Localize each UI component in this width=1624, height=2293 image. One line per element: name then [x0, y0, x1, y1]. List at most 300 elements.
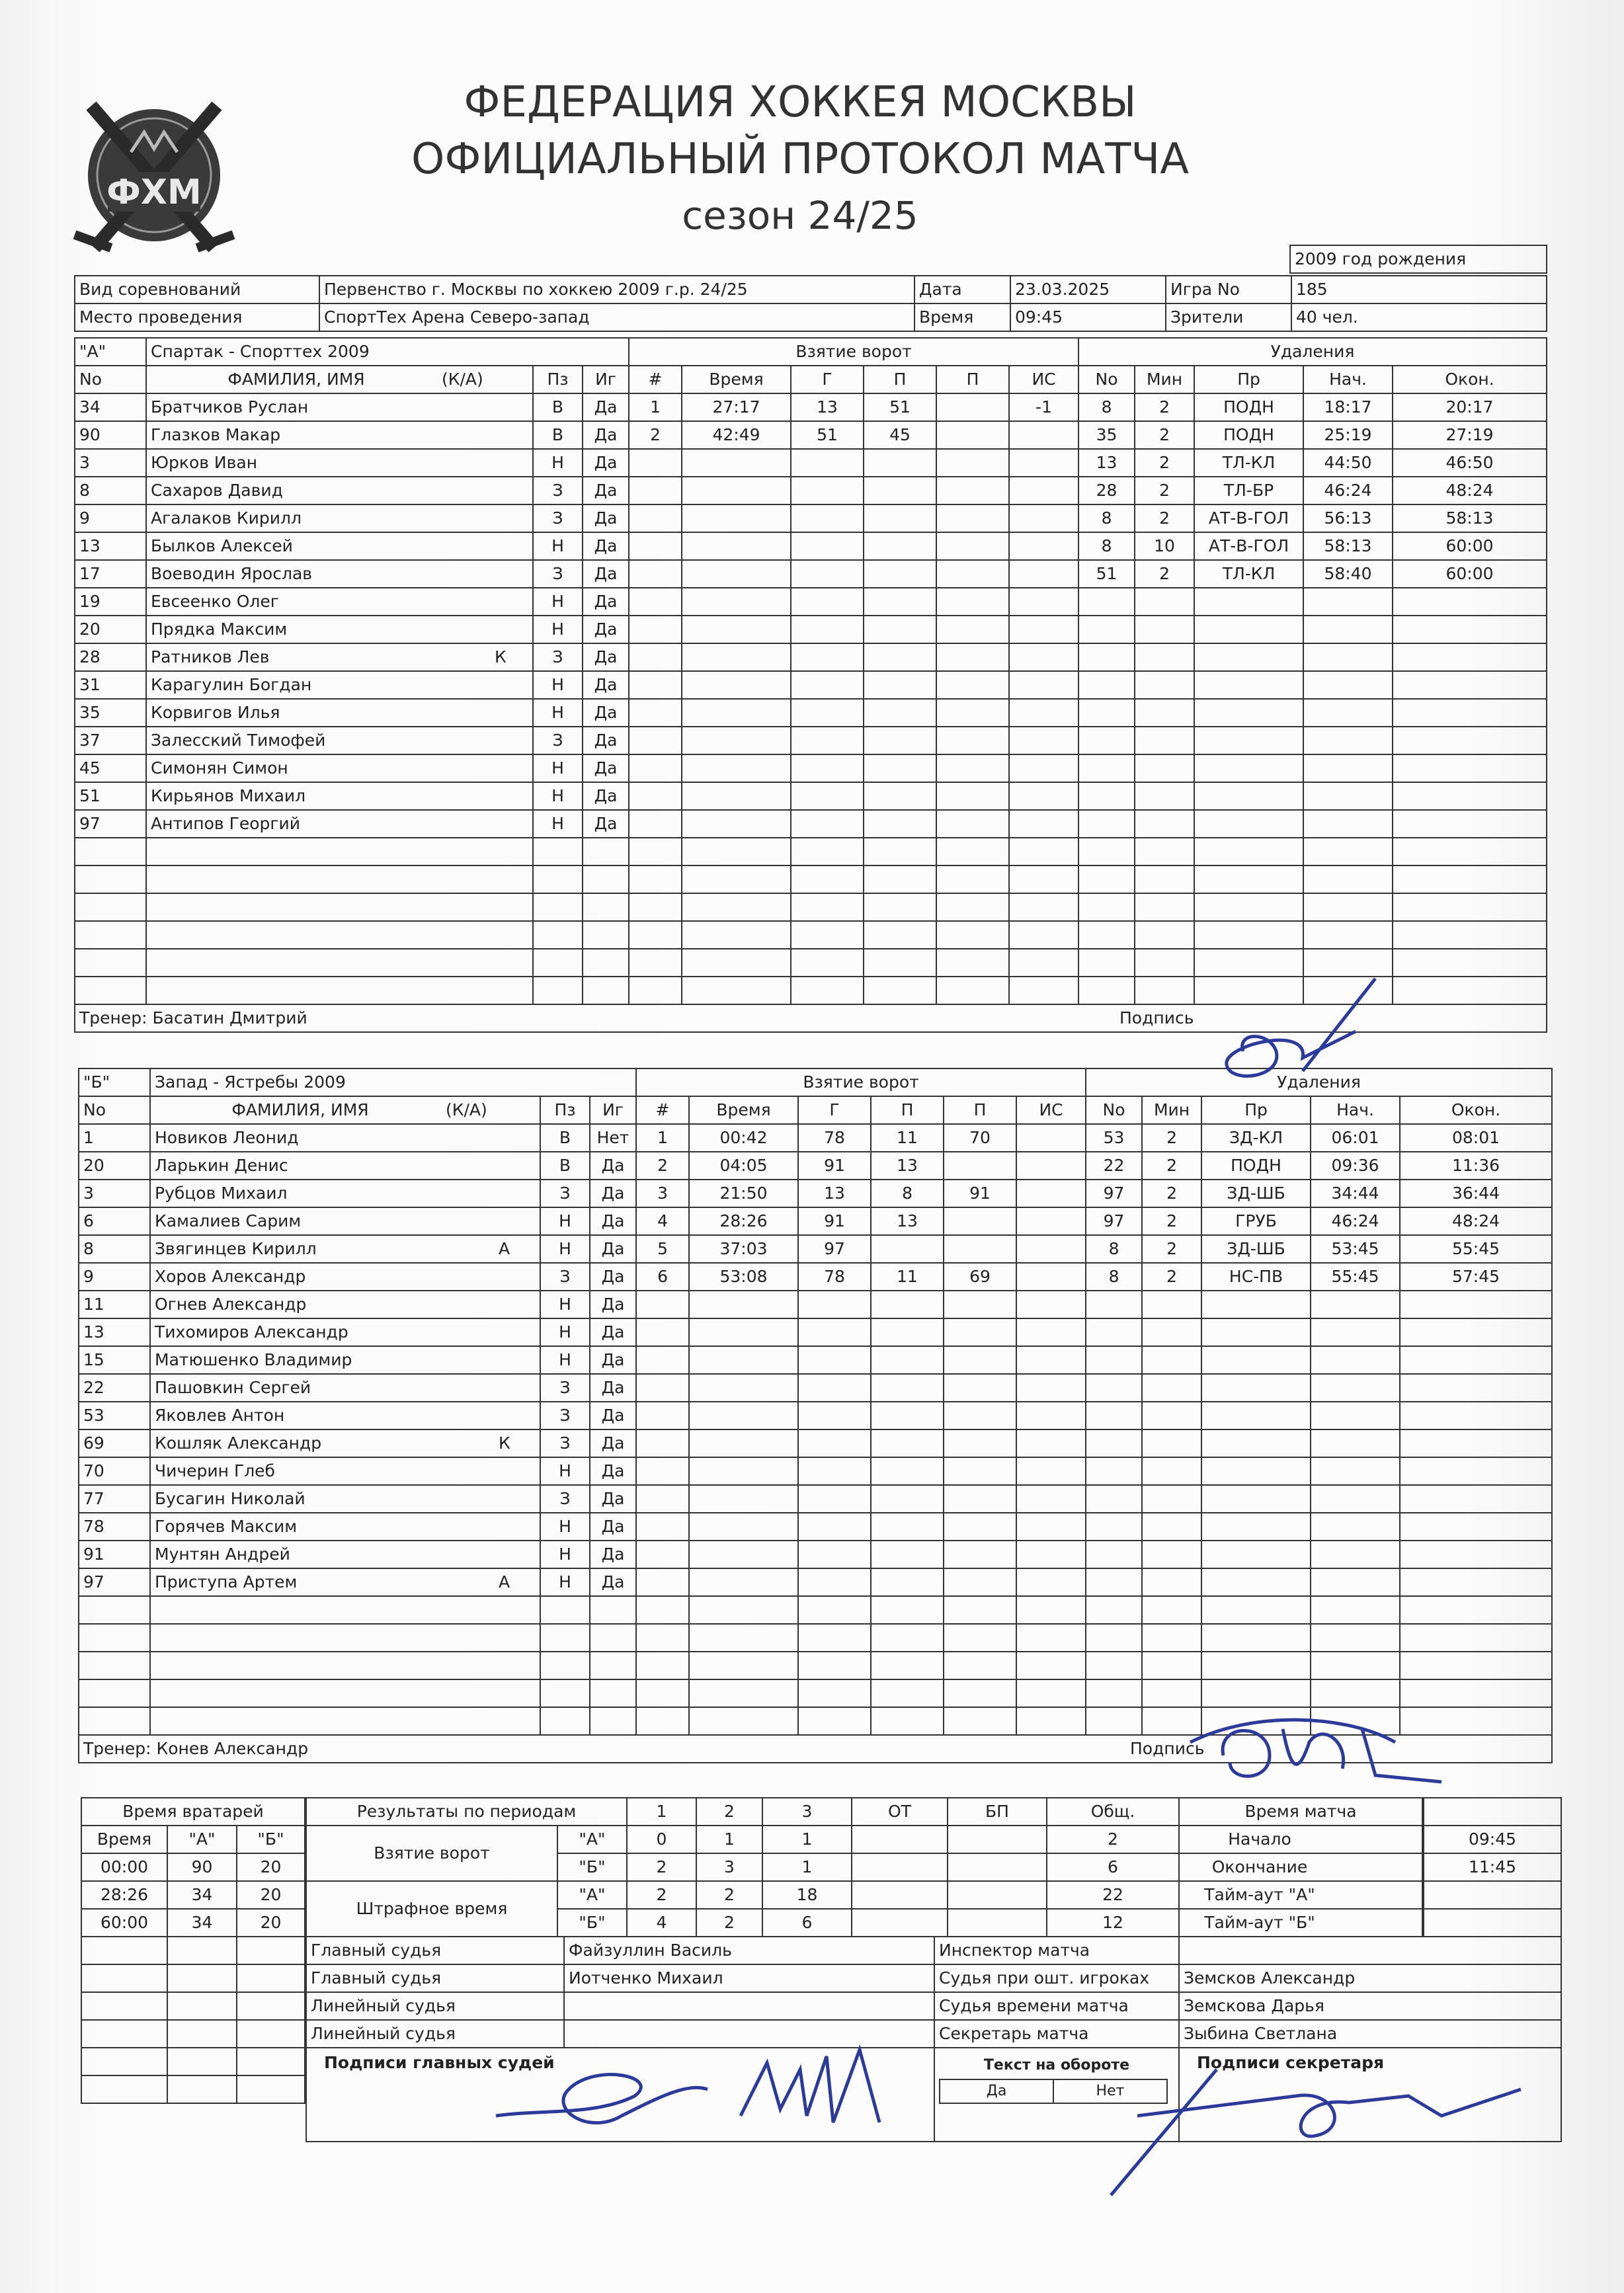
goal-situation [1016, 1318, 1086, 1346]
player-row [79, 1263, 1552, 1291]
penalty-end: 11:36 [1400, 1152, 1552, 1180]
penalty-reason [1201, 1541, 1311, 1568]
goal-assist-2 [944, 1652, 1016, 1679]
player-pz [533, 838, 583, 865]
player-name-text: Корвигов Илья [151, 703, 280, 722]
goal-situation [1009, 421, 1078, 449]
player-name [150, 1346, 540, 1374]
goal-num: 2 [629, 421, 682, 449]
penalty-reason [1194, 616, 1303, 643]
goals-a-p1: 0 [627, 1826, 696, 1853]
goal-num [629, 616, 682, 643]
penalty-min [1142, 1457, 1201, 1485]
goal-assist-1: 45 [864, 421, 936, 449]
penalty-min [1135, 616, 1194, 643]
penalty-no: 97 [1086, 1180, 1142, 1207]
player-row [79, 1457, 1552, 1485]
col-name: ФАМИЛИЯ, ИМЯ (К/А) [150, 1096, 540, 1124]
penalty-start: 09:36 [1311, 1152, 1400, 1180]
player-name [146, 949, 533, 977]
player-no: 97 [75, 810, 146, 838]
penalty-no: 35 [1078, 421, 1135, 449]
player-ig: Да [583, 393, 629, 421]
player-no: 45 [75, 754, 146, 782]
line-judge-1 [564, 1992, 934, 2020]
goal-situation [1016, 1152, 1086, 1180]
penalty-reason: ЗД-КЛ [1201, 1124, 1311, 1152]
goal-time: 00:42 [689, 1124, 798, 1152]
player-pz: З [540, 1485, 590, 1513]
penalty-reason: ТЛ-БР [1194, 477, 1303, 504]
penalty-end [1393, 754, 1547, 782]
player-pz [540, 1596, 590, 1624]
col-goal-time: Время [682, 366, 791, 393]
goal-time [689, 1596, 798, 1624]
team-b-sign-label: Подпись [1130, 1739, 1205, 1758]
goal-num [636, 1485, 689, 1513]
penalty-no [1078, 671, 1135, 699]
goal-assist-1 [871, 1429, 944, 1457]
penalty-no [1086, 1513, 1142, 1541]
penalty-no [1078, 865, 1135, 893]
goal-assist-2 [936, 504, 1009, 532]
goal-time [689, 1457, 798, 1485]
goal-time [689, 1402, 798, 1429]
penalty-reason: ПОДН [1201, 1152, 1311, 1180]
penalty-no [1086, 1402, 1142, 1429]
col-goal-p1: П [864, 366, 936, 393]
pen-b-total: 12 [1047, 1909, 1179, 1937]
goal-scorer [791, 560, 864, 588]
player-ig: Да [583, 560, 629, 588]
goal-num [636, 1374, 689, 1402]
goal-situation [1009, 532, 1078, 560]
player-name [146, 810, 533, 838]
penalty-start [1303, 782, 1393, 810]
player-no [75, 865, 146, 893]
pen-a-p2: 2 [696, 1881, 762, 1909]
player-name [150, 1457, 540, 1485]
goal-situation [1016, 1124, 1086, 1152]
penalty-start [1311, 1513, 1400, 1541]
goal-time [689, 1652, 798, 1679]
col-goal-num: # [629, 366, 682, 393]
player-ig: Да [590, 1457, 636, 1485]
goal-scorer [798, 1513, 871, 1541]
penalty-start [1311, 1346, 1400, 1374]
results-goals-a-tag: "А" [557, 1826, 627, 1853]
goal-assist-1 [864, 477, 936, 504]
player-name [150, 1624, 540, 1652]
goal-situation [1016, 1207, 1086, 1235]
goal-time [682, 532, 791, 560]
goal-num [636, 1318, 689, 1346]
goal-assist-1 [864, 977, 936, 1004]
goal-time [689, 1291, 798, 1318]
player-row [75, 449, 1547, 477]
goal-scorer: 78 [798, 1263, 871, 1291]
penalty-start [1311, 1541, 1400, 1568]
penalty-no [1086, 1568, 1142, 1596]
goal-scorer [798, 1485, 871, 1513]
penalty-no [1078, 893, 1135, 921]
goal-assist-2 [936, 449, 1009, 477]
player-pz: Н [540, 1568, 590, 1596]
goal-time: 27:17 [682, 393, 791, 421]
player-ig: Да [590, 1568, 636, 1596]
goal-assist-1 [871, 1679, 944, 1707]
goal-assist-1 [871, 1568, 944, 1596]
goal-assist-2 [944, 1513, 1016, 1541]
goal-time: 28:26 [689, 1207, 798, 1235]
player-no: 20 [79, 1152, 150, 1180]
goalie-b: 20 [237, 1853, 305, 1881]
player-row [79, 1374, 1552, 1402]
player-row [75, 671, 1547, 699]
penalty-end [1393, 949, 1547, 977]
penalty-min [1135, 671, 1194, 699]
goalie-time: 28:26 [81, 1881, 167, 1909]
reverse-no[interactable]: Нет [1054, 2079, 1168, 2104]
pen-a-p1: 2 [627, 1881, 696, 1909]
team-a-coach: Тренер: Басатин Дмитрий [79, 1008, 307, 1027]
goals-a-p3: 1 [762, 1826, 852, 1853]
goal-num: 6 [636, 1263, 689, 1291]
goal-scorer [791, 893, 864, 921]
player-ig: Да [590, 1485, 636, 1513]
player-name-text: Бусагин Николай [155, 1489, 305, 1508]
goals-b-ot [852, 1853, 948, 1881]
penalty-no [1086, 1541, 1142, 1568]
goal-scorer [791, 532, 864, 560]
goal-time [689, 1679, 798, 1707]
goal-scorer [798, 1457, 871, 1485]
goal-scorer: 13 [798, 1180, 871, 1207]
goalie-a: 34 [167, 1909, 237, 1937]
penalty-min: 2 [1142, 1235, 1201, 1263]
player-name-text: Чичерин Глеб [155, 1461, 275, 1480]
player-no: 13 [79, 1318, 150, 1346]
goalie-a: 90 [167, 1853, 237, 1881]
player-name-text: Ларькин Денис [155, 1156, 288, 1175]
penalty-end [1400, 1402, 1552, 1429]
penalty-min: 2 [1135, 560, 1194, 588]
goal-assist-1 [864, 727, 936, 754]
goal-assist-1 [871, 1707, 944, 1735]
results-total: Общ. [1047, 1798, 1179, 1826]
penalty-end: 20:17 [1393, 393, 1547, 421]
penalty-start: 46:24 [1303, 477, 1393, 504]
goal-assist-1 [871, 1346, 944, 1374]
player-name [146, 393, 533, 421]
goal-time [682, 782, 791, 810]
goal-num [636, 1679, 689, 1707]
player-row [79, 1207, 1552, 1235]
goal-time [682, 810, 791, 838]
goal-assist-2: 91 [944, 1180, 1016, 1207]
goal-assist-2 [944, 1402, 1016, 1429]
player-no: 22 [79, 1374, 150, 1402]
player-ig [590, 1679, 636, 1707]
goalies-table [81, 1797, 305, 2104]
player-name-text: Пашовкин Сергей [155, 1378, 311, 1397]
player-row [75, 921, 1547, 949]
goal-scorer [798, 1346, 871, 1374]
goal-assist-2 [936, 699, 1009, 727]
player-pz [533, 977, 583, 1004]
goals-b-total: 6 [1047, 1853, 1179, 1881]
goals-b-p2: 3 [696, 1853, 762, 1881]
reverse-yes[interactable]: Да [939, 2079, 1054, 2104]
goal-assist-2 [936, 421, 1009, 449]
col-goal-is: ИС [1016, 1096, 1086, 1124]
goal-situation [1016, 1624, 1086, 1652]
penalty-reason [1201, 1596, 1311, 1624]
player-no: 34 [75, 393, 146, 421]
player-row [75, 643, 1547, 671]
player-name-text: Матюшенко Владимир [155, 1350, 352, 1369]
results-table [305, 1797, 1423, 1937]
player-no: 8 [79, 1235, 150, 1263]
goal-time [682, 893, 791, 921]
team-b-goals-title: Взятие ворот [636, 1068, 1086, 1096]
pen-b-p1: 4 [627, 1909, 696, 1937]
player-pz: В [540, 1124, 590, 1152]
col-pen-pr: Пр [1201, 1096, 1311, 1124]
penalty-reason [1201, 1652, 1311, 1679]
goal-scorer [798, 1318, 871, 1346]
goal-num [629, 504, 682, 532]
goal-scorer [798, 1541, 871, 1568]
goal-assist-1 [864, 449, 936, 477]
goal-assist-1 [864, 560, 936, 588]
player-no: 3 [75, 449, 146, 477]
col-goal-num: # [636, 1096, 689, 1124]
player-no: 19 [75, 588, 146, 616]
goals-a-ot [852, 1826, 948, 1853]
penalty-reason: АТ-В-ГОЛ [1194, 532, 1303, 560]
player-no: 28 [75, 643, 146, 671]
goal-scorer [791, 671, 864, 699]
goal-assist-1 [871, 1402, 944, 1429]
goal-assist-2 [936, 977, 1009, 1004]
team-b-tag: "Б" [79, 1068, 150, 1096]
player-name [146, 616, 533, 643]
goal-time [682, 588, 791, 616]
penalty-reason: ТЛ-КЛ [1194, 560, 1303, 588]
penalty-reason: НС-ПВ [1201, 1263, 1311, 1291]
player-no [75, 977, 146, 1004]
player-pz: В [533, 393, 583, 421]
player-row [75, 865, 1547, 893]
player-pz: Н [533, 754, 583, 782]
goal-scorer [791, 921, 864, 949]
penalty-end: 57:45 [1400, 1263, 1552, 1291]
penalty-end [1393, 810, 1547, 838]
goal-scorer [798, 1291, 871, 1318]
goal-time [682, 754, 791, 782]
goal-assist-1 [871, 1624, 944, 1652]
results-title: Результаты по периодам [306, 1798, 627, 1826]
birth-year: 2009 год рождения [1290, 245, 1547, 273]
penalty-start [1303, 893, 1393, 921]
goals-a-bp [948, 1826, 1047, 1853]
penalty-no [1086, 1485, 1142, 1513]
penalty-end: 55:45 [1400, 1235, 1552, 1263]
penalty-end: 08:01 [1400, 1124, 1552, 1152]
player-row [75, 532, 1547, 560]
penalty-min [1142, 1318, 1201, 1346]
team-b-table [78, 1068, 1553, 1763]
goal-situation [1016, 1374, 1086, 1402]
goal-assist-2 [936, 560, 1009, 588]
goal-num [636, 1568, 689, 1596]
player-no [79, 1652, 150, 1679]
goal-situation [1016, 1346, 1086, 1374]
player-ig: Да [590, 1429, 636, 1457]
penalty-start [1311, 1568, 1400, 1596]
penalty-end [1393, 699, 1547, 727]
federation-title: ФЕДЕРАЦИЯ ХОККЕЯ МОСКВЫ [464, 78, 1137, 127]
goal-assist-1 [864, 921, 936, 949]
player-pz [540, 1679, 590, 1707]
goal-time [689, 1318, 798, 1346]
penalty-reason: ТЛ-КЛ [1194, 449, 1303, 477]
penalty-start [1311, 1485, 1400, 1513]
team-b-coach: Тренер: Конев Александр [83, 1739, 309, 1758]
player-name-text: Мунтян Андрей [155, 1545, 290, 1564]
goal-scorer [798, 1679, 871, 1707]
results-pen-b-tag: "Б" [557, 1909, 627, 1937]
line-judge-2-label: Линейный судья [306, 2020, 564, 2048]
player-name [150, 1402, 540, 1429]
player-ig [583, 893, 629, 921]
penalty-no [1078, 588, 1135, 616]
penalty-no: 13 [1078, 449, 1135, 477]
player-name [146, 699, 533, 727]
results-goals-label: Взятие ворот [306, 1826, 557, 1881]
col-goal-is: ИС [1009, 366, 1078, 393]
penalty-min [1135, 727, 1194, 754]
player-name [150, 1235, 540, 1263]
player-row [75, 616, 1547, 643]
player-name [146, 921, 533, 949]
player-row [75, 838, 1547, 865]
goal-num [629, 643, 682, 671]
player-pz [533, 921, 583, 949]
penalty-end [1393, 616, 1547, 643]
penalty-start [1303, 588, 1393, 616]
player-no: 17 [75, 560, 146, 588]
penalty-no: 8 [1078, 532, 1135, 560]
penalty-end [1400, 1374, 1552, 1402]
goal-assist-2 [936, 921, 1009, 949]
competition-value: Первенство г. Москвы по хоккею 2009 г.р. 24/25 [319, 276, 914, 303]
goal-num [629, 782, 682, 810]
goalies-col-time: Время [81, 1826, 167, 1853]
penalty-min [1142, 1485, 1201, 1513]
results-p2: 2 [696, 1798, 762, 1826]
penalty-end: 58:13 [1393, 504, 1547, 532]
player-row [75, 504, 1547, 532]
penalty-start [1303, 727, 1393, 754]
player-ig: Да [583, 616, 629, 643]
penalty-reason [1201, 1318, 1311, 1346]
player-name-text: Антипов Георгий [151, 814, 301, 833]
player-no: 37 [75, 727, 146, 754]
player-row [79, 1652, 1552, 1679]
goal-situation [1009, 588, 1078, 616]
penalty-no [1078, 810, 1135, 838]
goal-assist-2 [944, 1291, 1016, 1318]
pen-a-total: 22 [1047, 1881, 1179, 1909]
penalty-reason [1194, 838, 1303, 865]
player-pz: В [540, 1152, 590, 1180]
player-row [75, 393, 1547, 421]
player-ig: Да [583, 643, 629, 671]
player-name [146, 865, 533, 893]
player-name-text: Новиков Леонид [155, 1128, 299, 1147]
player-row [75, 477, 1547, 504]
penalty-reason [1201, 1402, 1311, 1429]
goal-assist-2 [936, 838, 1009, 865]
player-ig: Да [590, 1374, 636, 1402]
player-ig: Да [590, 1402, 636, 1429]
player-row [79, 1291, 1552, 1318]
player-no [75, 893, 146, 921]
col-pen-no: No [1078, 366, 1135, 393]
goal-assist-2 [936, 643, 1009, 671]
penalty-end [1393, 643, 1547, 671]
goal-situation [1009, 643, 1078, 671]
player-no: 70 [79, 1457, 150, 1485]
player-ig [583, 838, 629, 865]
goal-assist-1 [864, 588, 936, 616]
penalty-no [1078, 949, 1135, 977]
penalty-start [1303, 754, 1393, 782]
goal-assist-2 [936, 532, 1009, 560]
goal-assist-1 [871, 1457, 944, 1485]
goal-scorer: 91 [798, 1152, 871, 1180]
penalty-min [1135, 782, 1194, 810]
goal-situation [1016, 1457, 1086, 1485]
player-pz: Н [533, 449, 583, 477]
goal-assist-2 [936, 477, 1009, 504]
player-row [75, 560, 1547, 588]
penalty-end: 27:19 [1393, 421, 1547, 449]
player-row [75, 754, 1547, 782]
col-goal-g: Г [791, 366, 864, 393]
goal-scorer: 13 [791, 393, 864, 421]
penalty-reason [1201, 1291, 1311, 1318]
player-name [150, 1318, 540, 1346]
player-pz: Н [540, 1541, 590, 1568]
penalty-reason: ЗД-ШБ [1201, 1235, 1311, 1263]
goal-time [682, 865, 791, 893]
goal-situation [1009, 865, 1078, 893]
penalty-start [1303, 616, 1393, 643]
goal-num: 3 [636, 1180, 689, 1207]
penalty-min [1135, 588, 1194, 616]
penalty-no [1078, 727, 1135, 754]
penalty-start: 58:40 [1303, 560, 1393, 588]
penalty-end [1400, 1652, 1552, 1679]
player-ig: Да [590, 1346, 636, 1374]
goal-assist-2 [944, 1485, 1016, 1513]
penalty-start: 53:45 [1311, 1235, 1400, 1263]
penalty-min: 2 [1142, 1207, 1201, 1235]
goal-assist-2: 70 [944, 1124, 1016, 1152]
